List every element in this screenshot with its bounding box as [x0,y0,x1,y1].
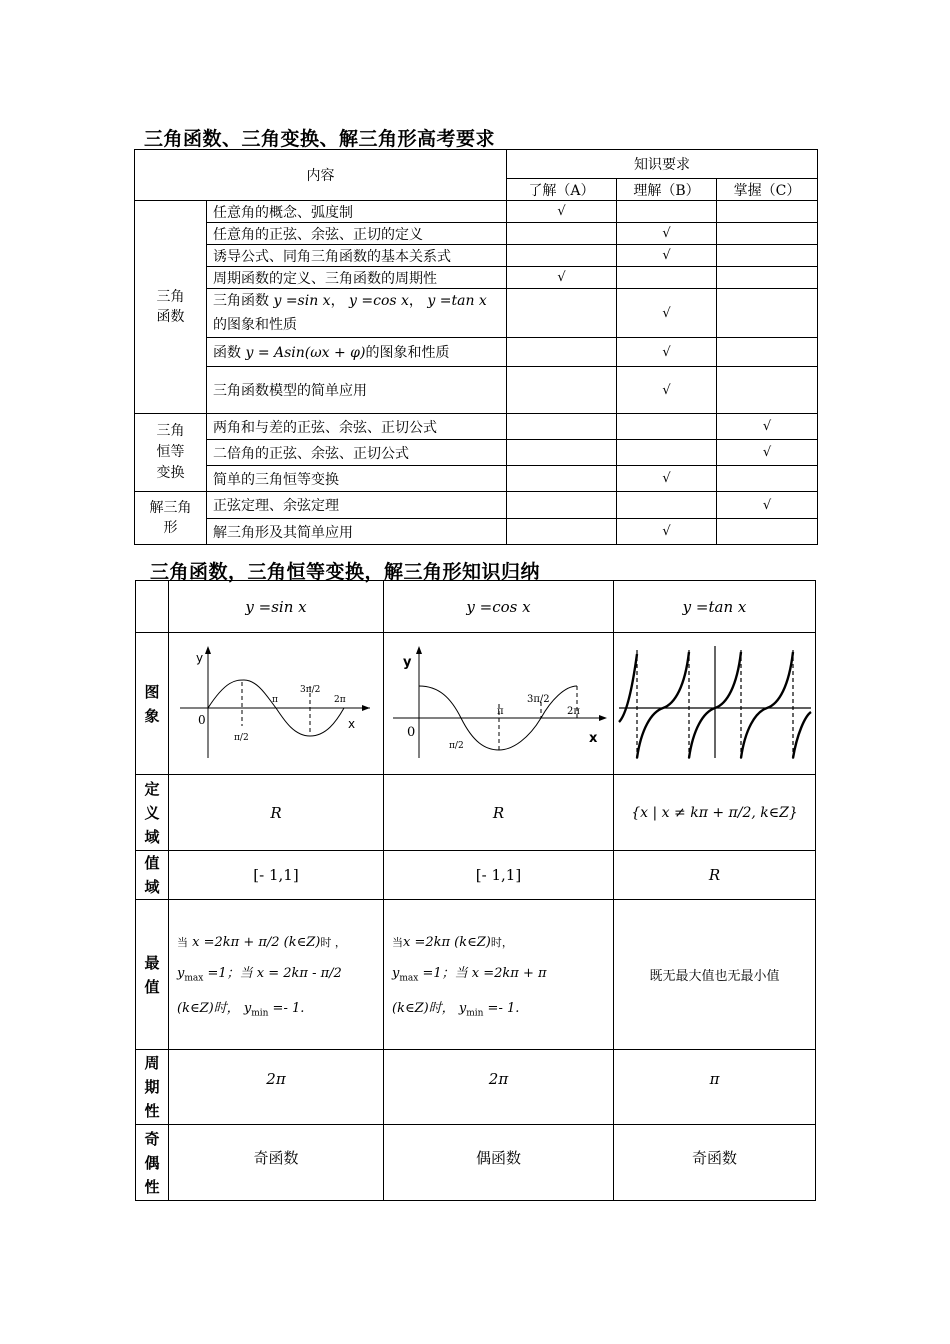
requirements-table [134,149,818,545]
header-knowledge: 知识要求 [507,150,818,179]
period-tan: π [614,1050,816,1125]
parity-cos: 偶函数 [384,1125,614,1201]
domain-cos: R [384,775,614,851]
check-mark: √ [717,414,818,440]
func-sin: y =sin x [169,581,384,633]
sin-graph-cell [169,633,384,775]
sin-graph [176,642,376,762]
requirements-title: 三角函数、三角变换、解三角形高考要求 [144,128,496,150]
formula-tan: y =tan x [427,293,487,309]
formula-asin: y = Asin(ωx + φ) [245,345,366,361]
req-item: 诱导公式、同角三角函数的基本关系式 [207,245,507,267]
check-mark: √ [617,245,717,267]
check-mark: √ [617,289,717,338]
cos-graph [389,642,609,762]
label-range: 值 域 [136,851,169,900]
level-b: 理解（B） [617,179,717,201]
req-item: 两角和与差的正弦、余弦、正切公式 [207,414,507,440]
extrema-sin: 当 x =2kπ + π/2 (k∈Z)时 ， $y_{max} =1$；当 x = 2kπ - π/2 (k∈Z)时， $y_{min} =- 1$. [169,900,384,1050]
domain-sin: R [169,775,384,851]
check-mark: √ [617,519,717,545]
req-item: 二倍角的正弦、余弦、正切公式 [207,440,507,466]
req-item: 三角函数模型的简单应用 [207,367,507,414]
summary-title: 三角函数，三角恒等变换，解三角形知识归纳 [150,561,541,583]
header-content: 内容 [135,150,507,201]
extrema-tan: 既无最大值也无最小值 [614,900,816,1050]
pi-label: π [272,694,278,705]
req-item: 解三角形及其简单应用 [207,519,507,545]
range-tan: R [614,851,816,900]
check-mark: √ [717,492,818,519]
y-axis-label: y [196,650,204,665]
req-item: 周期函数的定义、三角函数的周期性 [207,267,507,289]
three-pi-2-label: 3π/2 [300,684,321,695]
group-trig-functions: 三角 函数 [135,201,207,414]
check-mark: √ [617,466,717,492]
req-item-asin: 函数 y = Asin(ωx + φ)的图象和性质 [207,338,507,367]
y-axis-label: y [402,654,411,670]
group-solve-triangle: 解三角 形 [135,492,207,545]
label-domain: 定 义 域 [136,775,169,851]
label-graph: 图 象 [136,633,169,775]
origin-label: 0 [198,712,206,727]
tan-graph [617,642,813,762]
cos-graph-cell [384,633,614,775]
period-cos: 2π [384,1050,614,1125]
label-period: 周 期 性 [136,1050,169,1125]
three-pi-2-label: 3π/2 [526,693,550,705]
origin-label: 0 [406,724,415,740]
parity-sin: 奇函数 [169,1125,384,1201]
group-trig-identities: 三角 恒等 变换 [135,414,207,492]
pi-2-label: π/2 [448,740,464,751]
formula-sin: y =sin x [273,293,331,309]
label-extrema: 最 值 [136,900,169,1050]
formula-cos: y =cos x [349,293,409,309]
summary-table [135,580,816,1201]
x-axis-label: x [348,716,356,731]
label-parity: 奇 偶 性 [136,1125,169,1201]
func-cos: y =cos x [384,581,614,633]
req-item: 任意角的概念、弧度制 [207,201,507,223]
two-pi-label: 2π [334,694,346,705]
req-item: 简单的三角恒等变换 [207,466,507,492]
check-mark: √ [617,338,717,367]
check-mark: √ [717,440,818,466]
range-sin: [- 1,1] [169,851,384,900]
period-sin: 2π [169,1050,384,1125]
range-cos: [- 1,1] [384,851,614,900]
two-pi-label: 2π [566,705,580,717]
check-mark: √ [617,367,717,414]
domain-tan: {x | x ≠ kπ + π/2, k∈Z} [614,775,816,851]
func-tan: y =tan x [614,581,816,633]
req-item: 正弦定理、余弦定理 [207,492,507,519]
extrema-cos: 当x =2kπ (k∈Z)时， $y_{max} =1$；当 x =2kπ + π (k∈Z)时， $y_{min} =- 1$. [384,900,614,1050]
parity-tan: 奇函数 [614,1125,816,1201]
req-item: 任意角的正弦、余弦、正切的定义 [207,223,507,245]
req-item-graphs: 三角函数 y =sin x， y =cos x， y =tan x 的图象和性质 [207,289,507,338]
check-mark: √ [507,267,617,289]
pi-2-label: π/2 [234,732,249,743]
level-c: 掌握（C） [717,179,818,201]
check-mark: √ [507,201,617,223]
level-a: 了解（A） [507,179,617,201]
pi-label: π [496,705,504,717]
check-mark: √ [617,223,717,245]
tan-graph-cell [614,633,816,775]
x-axis-label: x [588,730,597,746]
